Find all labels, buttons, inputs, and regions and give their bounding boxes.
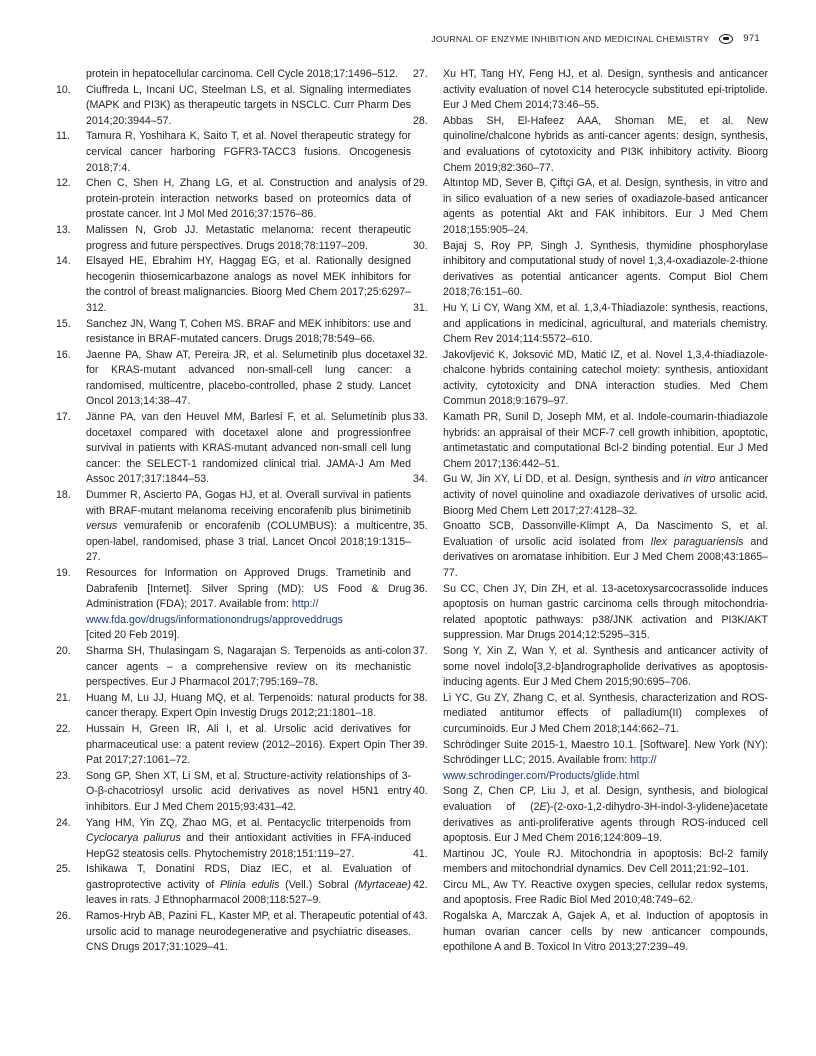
reference-italic-segment: Ilex paraguariensis — [650, 535, 744, 548]
reference-italic-segment: Plinia edulis — [219, 878, 280, 891]
reference-text — [86, 816, 411, 863]
reference-number: 11. — [56, 130, 70, 143]
reference-number: 39. — [413, 738, 428, 751]
reference-item — [56, 488, 411, 566]
tandf-logo-icon — [719, 34, 733, 44]
reference-item — [413, 582, 768, 644]
reference-item — [56, 83, 411, 130]
reference-text-segment: Schrödinger Suite 2015-1, Maestro 10.1. [Software]. New York (NY): Schrödinger LLC; 2015. Available from: — [443, 738, 768, 767]
reference-number: 41. — [413, 847, 428, 860]
reference-number: 37. — [413, 644, 428, 657]
reference-text — [443, 519, 768, 581]
reference-number: 12. — [56, 177, 71, 190]
reference-text-segment: Elsayed HE, Ebrahim HY, Haggag EG, et al. Rationally designed hecogenin thiosemicarbazone analogs as novel MEK inhibitors for the control of breast malignancies. Bioorg Med Chem 2017;25:6297–312. — [86, 255, 411, 314]
reference-number: 14. — [56, 255, 71, 268]
reference-text-segment: Tamura R, Yoshihara K, Saito T, et al. Novel therapeutic strategy for cervical cancer harboring FGFR3-TACC3 fusions. Oncogenesis 2018;7:4. — [86, 130, 411, 174]
reference-text-segment: Huang M, Lu JJ, Huang MQ, et al. Terpenoids: natural products for cancer therapy. Expert Opin Investig Drugs 2012;21:1801–18. — [86, 691, 411, 720]
reference-number: 23. — [56, 769, 71, 782]
reference-text-segment: Ishikawa T, Donatini RDS, Diaz IEC, et al. Evaluation of gastroprotective activity of — [86, 863, 411, 891]
reference-item — [56, 722, 411, 769]
reference-number: 30. — [413, 239, 428, 252]
reference-text-segment: Ciuffreda L, Incani UC, Steelman LS, et al. Signaling intermediates (MAPK and PI3K) as therapeutic targets in NSCLC. Curr Pharm Des 2014;20:3944–57. — [86, 83, 411, 127]
reference-number: 17. — [56, 411, 71, 424]
reference-number: 27. — [413, 68, 428, 80]
reference-number: 24. — [56, 816, 71, 829]
reference-text — [443, 691, 768, 738]
journal-title: JOURNAL OF ENZYME INHIBITION AND MEDICINAL CHEMISTRY — [431, 33, 710, 44]
reference-number: 10. — [56, 83, 71, 96]
reference-text-segment: Su CC, Chen JY, Din ZH, et al. 13-acetoxysarcocrassolide induces apoptosis on human gastric carcinoma cells through mitochondria-related apoptotic pathways: p38/JNK activation and PI3K/AKT suppression. Mar Drugs 2014;12:5295–315. — [443, 582, 768, 642]
reference-text-segment: Song Y, Xin Z, Wan Y, et al. Synthesis and anticancer activity of some novel indolo[3,2-b]andrographolide derivatives as apoptosis-inducing agents. Eur J Med Chem 2015;90:695–706. — [443, 644, 768, 689]
reference-item — [56, 317, 411, 348]
reference-text — [86, 566, 411, 644]
reference-item — [413, 878, 768, 909]
reference-number: 21. — [56, 691, 71, 704]
reference-text-segment: Sanchez JN, Wang T, Cohen MS. BRAF and MEK inhibitors: use and resistance in BRAF-mutated cancers. Drugs 2018;78:549–66. — [86, 317, 411, 346]
reference-text-segment: (Vell.) Sobral — [279, 878, 355, 891]
reference-item — [56, 176, 411, 223]
reference-item — [413, 784, 768, 846]
reference-text-segment: and their antioxidant activities in FFA-induced HepG2 steatosis cells. Phytochemistry 2018;151:119–27. — [86, 832, 411, 860]
reference-text — [443, 878, 768, 909]
reference-text-segment: Circu ML, Aw TY. Reactive oxygen species, cellular redox systems, and apoptosis. Free Radic Biol Med 2010;48:749–62. — [443, 878, 768, 907]
reference-text — [86, 909, 411, 956]
reference-text — [86, 410, 411, 488]
reference-item — [56, 769, 411, 816]
reference-italic-segment: versus — [86, 520, 118, 533]
reference-item — [413, 691, 768, 738]
reference-continuation: protein in hepatocellular carcinoma. Cell Cycle 2018;17:1496–512. — [86, 68, 399, 80]
reference-number: 15. — [56, 317, 71, 330]
reference-text — [443, 176, 768, 238]
reference-item — [56, 909, 411, 956]
reference-text-segment: and derivatives on aromatase inhibition. Eur J Med Chem 2008;43:1865–77. — [443, 535, 768, 579]
reference-text-segment: leaves in rats. J Ethnopharmacol 2008;118:527–9. — [86, 894, 322, 907]
reference-item — [413, 519, 768, 581]
reference-text-segment: Yang HM, Yin ZQ, Zhao MG, et al. Pentacyclic triterpenoids from — [86, 816, 411, 829]
reference-text-segment: [cited 20 Feb 2019]. — [86, 629, 180, 642]
reference-text — [443, 644, 768, 691]
reference-text-segment: Jänne PA, van den Heuvel MM, Barlesi F, et al. Selumetinib plus docetaxel compared with docetaxel alone and progressionfree survival in patients with KRAS-mutant advanced non-small cell lung cancer: the SELECT-1 randomized clinical trial. JAMA-J Am Med Assoc 2017;317:1844–53. — [86, 411, 411, 486]
reference-italic-segment: E — [539, 800, 547, 813]
reference-text-segment: Hussain H, Green IR, Ali I, et al. Ursolic acid derivatives for pharmaceutical use: a patent review (2012–2016). Expert Opin Ther Pat 2017;27:1061–72. — [86, 722, 411, 767]
reference-item — [56, 816, 411, 863]
reference-text — [86, 769, 411, 816]
reference-italic-segment: in vitro — [683, 473, 716, 486]
reference-item — [56, 348, 411, 410]
reference-number: 18. — [56, 489, 71, 502]
reference-item — [56, 862, 411, 909]
page-number: 971 — [743, 33, 760, 44]
reference-text-segment: Ramos-Hryb AB, Pazini FL, Kaster MP, et al. Therapeutic potential of ursolic acid to manage neurodegenerative and psychiatric diseases. CNS Drugs 2017;31:1029–41. — [86, 910, 411, 954]
reference-item — [56, 410, 411, 488]
reference-item — [413, 114, 768, 176]
reference-text — [86, 176, 411, 223]
reference-item — [56, 223, 411, 254]
reference-item — [56, 644, 411, 691]
reference-text — [86, 129, 411, 176]
reference-text-segment: Li YC, Gu ZY, Zhang C, et al. Synthesis, characterization and ROS-mediated antitumor effects of palladium(II) complexes of curcuminoids. Eur J Med Chem 2018;144:662–71. — [443, 691, 768, 735]
reference-text-segment: Abbas SH, El-Hafeez AAA, Shoman ME, et al. New quinoline/chalcone hybrids as anti-cancer agents: design, synthesis, and evaluations of cytotoxicity and PI3K inhibitory activity. Bioorg Chem 2019;82:360–77. — [443, 114, 768, 174]
reference-text — [443, 847, 768, 878]
reference-number: 40. — [413, 785, 428, 798]
reference-text — [86, 348, 411, 410]
reference-item — [56, 254, 411, 316]
reference-text-segment: Jaenne PA, Shaw AT, Pereira JR, et al. Selumetinib plus docetaxel for KRAS-mutant advanced non-small-cell lung cancer: a randomised, multicentre, placebo-controlled, phase 2 study. Lancet Oncol 2013;14:38–47. — [86, 348, 411, 408]
reference-text-segment: Jakovljević K, Joksović MD, Matić IZ, et al. Novel 1,3,4-thiadiazole-chalcone hybrids containing catechol moiety: synthesis, antioxidant activity, cytotoxicity and DNA interaction studies. Med Chem Commun 2018;9:1679–97. — [443, 348, 768, 408]
reference-text — [86, 862, 411, 909]
reference-text-segment: Gu W, Jin XY, Li DD, et al. Design, synthesis and — [443, 473, 684, 486]
reference-text-segment: Resources for Information on Approved Drugs. Trametinib and Dabrafenib [Internet]. Silver Spring (MD): US Food & Drug Administration (FDA); 2017. Available from: — [86, 567, 411, 611]
reference-text — [443, 410, 768, 472]
reference-text — [86, 83, 411, 130]
reference-text-segment: Dummer R, Ascierto PA, Gogas HJ, et al. Overall survival in patients with BRAF-mutant melanoma receiving encorafenib plus binimetinib — [86, 489, 411, 517]
reference-item — [413, 239, 768, 301]
reference-text — [443, 239, 768, 301]
reference-item — [413, 847, 768, 878]
reference-item — [413, 348, 768, 410]
reference-link[interactable]: http:// — [630, 754, 657, 767]
reference-link[interactable]: http:// — [291, 598, 319, 611]
reference-text-segment: Song GP, Shen XT, Li SM, et al. Structure-activity relationships of 3-O-β-chacotriosyl ursolic acid derivatives as novel H5N1 entry inhibitors. Eur J Med Chem 2015;93:431–42. — [86, 769, 411, 813]
reference-number: 33. — [413, 411, 428, 424]
reference-italic-segment: Cyclocarya paliurus — [86, 832, 181, 845]
reference-text-segment: Sharma SH, Thulasingam S, Nagarajan S. Terpenoids as anti-colon cancer agents – a comprehensive review on its mechanistic perspectives. Eur J Pharmacol 2017;795:169–78. — [86, 644, 411, 689]
reference-text — [443, 301, 768, 348]
reference-item — [413, 909, 768, 956]
reference-text — [86, 644, 411, 691]
reference-text — [443, 738, 768, 785]
reference-number: 31. — [413, 301, 428, 314]
reference-number: 19. — [56, 567, 71, 579]
reference-text-segment: Song Z, Chen CP, Liu J, et al. Design, synthesis, and biological evaluation of (2 — [443, 785, 768, 813]
reference-item — [413, 301, 768, 348]
reference-item — [413, 644, 768, 691]
reference-text-segment: Kamath PR, Sunil D, Joseph MM, et al. Indole-coumarin-thiadiazole hybrids: an appraisal of their MCF-7 cell growth inhibition, apoptotic, antimetastatic and computational Bcl-2 binding potential. Eur J Med Chem 2017;136:442–51. — [443, 411, 768, 470]
reference-text-segment: Xu HT, Tang HY, Feng HJ, et al. Design, synthesis and anticancer activity evaluation of novel C14 heterocycle substituted epi-triptolide. Eur J Med Chem 2014;73:46–55. — [443, 68, 768, 112]
reference-text-segment: vemurafenib or encorafenib (COLUMBUS): a multicentre, open-label, randomised, phase 3 trial. Lancet Oncol 2018;19:1315–27. — [86, 520, 411, 564]
reference-number: 13. — [56, 223, 71, 236]
reference-text-segment: )-(2-oxo-1,2-dihydro-3H-indol-3-ylidene)acetate derivatives as anti-proliferative agents through ROS-induced cell apoptosis. Eur J Med Chem 2016;124:809–19. — [443, 800, 768, 845]
reference-text-segment: Malissen N, Grob JJ. Metastatic melanoma: recent therapeutic progress and future perspectives. Drugs 2018;78:1197–209. — [86, 223, 411, 252]
reference-text — [443, 67, 768, 114]
reference-number: 36. — [413, 582, 428, 595]
reference-text-segment: Altıntop MD, Sever B, Çiftçi GA, et al. Design, synthesis, in vitro and in silico evaluation of a new series of oxadiazole-based anticancer agents as potential Akt and FAK inhibitors. Eur J Med Chem 2018;155:905–24. — [443, 177, 768, 236]
reference-number: 16. — [56, 348, 71, 361]
reference-text — [86, 691, 411, 722]
reference-text-segment: anticancer activity of novel quinoline and oxadiazole derivatives of ursolic acid. Bioorg Med Chem Lett 2017;27:4128–32. — [443, 473, 769, 517]
reference-item — [413, 472, 768, 519]
reference-item — [56, 566, 411, 644]
reference-column-left — [56, 67, 411, 956]
reference-link[interactable]: www.fda.gov/drugs/informationondrugs/approveddrugs — [86, 613, 343, 626]
reference-text — [443, 909, 768, 956]
reference-text — [443, 348, 768, 410]
reference-text — [86, 254, 411, 316]
reference-text-segment: Martinou JC, Youle RJ. Mitochondria in apoptosis: Bcl-2 family members and mitochondrial dynamics. Dev Cell 2011;21:92–101. — [443, 847, 768, 876]
reference-text-segment: Chen C, Shen H, Zhang LG, et al. Construction and analysis of protein-protein interaction networks based on proteomics data of prostate cancer. Int J Mol Med 2016;37:1576–86. — [86, 177, 411, 221]
reference-item — [413, 67, 768, 114]
reference-number: 22. — [56, 722, 71, 735]
reference-number: 42. — [413, 878, 428, 891]
reference-item — [413, 738, 768, 785]
reference-text — [86, 223, 411, 254]
reference-number: 28. — [413, 114, 428, 127]
reference-text — [443, 784, 768, 846]
reference-text — [86, 488, 411, 566]
reference-text-segment: Gnoatto SCB, Dassonville-Klimpt A, Da Nascimento S, et al. Evaluation of ursolic acid isolated from — [443, 520, 768, 548]
reference-item — [413, 176, 768, 238]
reference-number: 26. — [56, 910, 71, 923]
reference-number: 43. — [413, 910, 428, 923]
reference-italic-segment: (Myrtaceae) — [354, 878, 411, 891]
reference-text-segment: Bajaj S, Roy PP, Singh J. Synthesis, thymidine phosphorylase inhibitory and computational study of novel 1,3,4-oxadiazole-2-thione derivatives as potential anticancer agents. Comput Biol Chem 2018;76:151–60. — [443, 239, 768, 299]
reference-number: 32. — [413, 348, 428, 361]
reference-column-right — [413, 67, 768, 956]
reference-number: 29. — [413, 177, 428, 190]
reference-item — [56, 691, 411, 722]
reference-link[interactable]: www.schrodinger.com/Products/glide.html — [443, 769, 640, 782]
reference-text — [443, 472, 768, 519]
reference-item — [413, 410, 768, 472]
reference-number: 34. — [413, 473, 428, 486]
reference-text — [443, 114, 768, 176]
reference-number: 38. — [413, 691, 428, 704]
reference-number: 25. — [56, 863, 71, 876]
reference-text — [86, 317, 411, 348]
reference-item — [56, 129, 411, 176]
reference-number: 35. — [413, 520, 428, 533]
reference-text-segment: Hu Y, Li CY, Wang XM, et al. 1,3,4-Thiadiazole: synthesis, reactions, and applications in medicinal, agricultural, and materials chemistry. Chem Rev 2014;114:5572–610. — [443, 301, 768, 346]
reference-text — [86, 722, 411, 769]
reference-text-segment: Rogalska A, Marczak A, Gajek A, et al. Induction of apoptosis in human ovarian cancer cells by new anticancer compounds, epothilone A and B. Toxicol In Vitro 2013;27:239–49. — [443, 910, 768, 954]
reference-number: 20. — [56, 644, 71, 657]
running-header — [431, 33, 760, 44]
reference-text — [443, 582, 768, 644]
